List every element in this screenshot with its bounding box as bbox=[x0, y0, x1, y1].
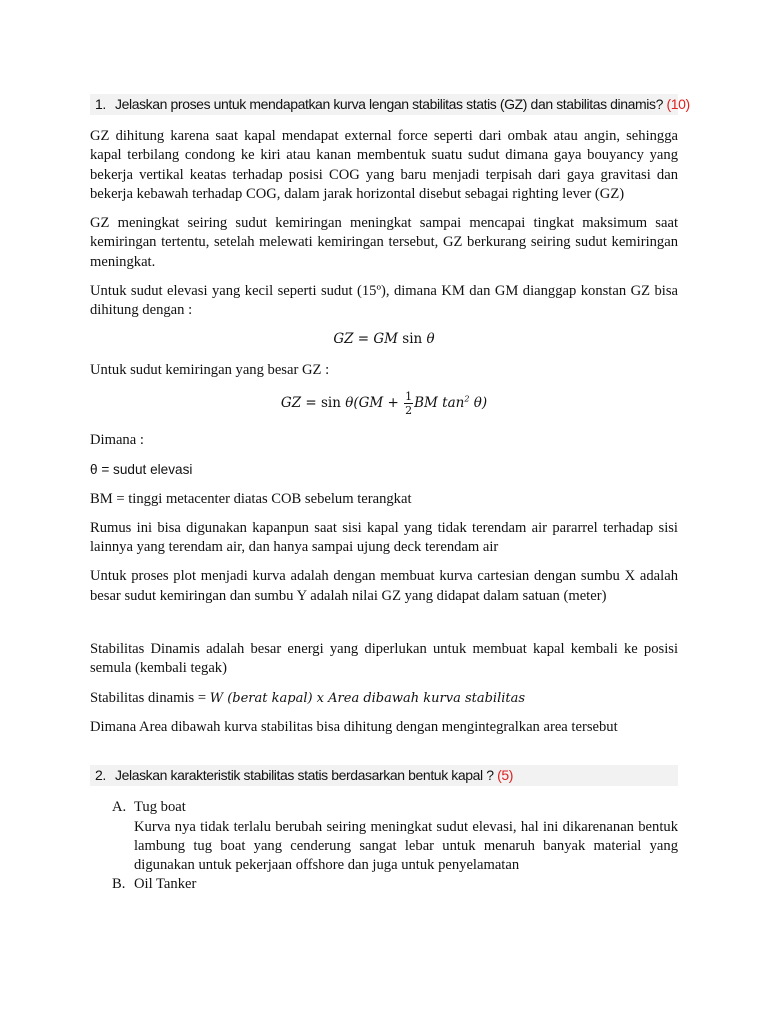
paragraph-dynamic-stability: Stabilitas Dinamis adalah besar energi yang diperlukan untuk membuat kapal kembali ke posisi semula (kembali tegak) bbox=[90, 641, 678, 677]
spacer bbox=[90, 616, 678, 640]
paragraph-gz-definition: GZ dihitung karena saat kapal mendapat external force seperti dari ombak atau angin, sehingga kapal terbilang condong ke kiri atau kanan membentuk suatu sudut dimana gaya bouyancy yang bekerja vertikal keatas terhadap posisi COG yang baru menjadi terpisah dari gaya gravitasi dan bekerja kebawah terhadap COG, dalam jarak horizontal disebut sebagai righting lever (GZ) bbox=[90, 128, 678, 202]
formula-large-angle: GZ = sin θ(GM + $\frac{1}{2}$ BM $\tan^2 \theta$) bbox=[280, 389, 488, 417]
paragraph-area-integral: Dimana Area dibawah kurva stabilitas bisa dihitung dengan mengintegralkan area tersebut bbox=[90, 718, 618, 735]
paragraph-dynamic-formula: Stabilitas dinamis = W (berat kapal) x Area dibawah kurva stabilitas bbox=[90, 689, 526, 706]
question-1-text: Jelaskan proses untuk mendapatkan kurva lengan stabilitas statis (GZ) dan stabilitas dinamis? bbox=[115, 96, 663, 112]
list-item-title: Tug boat bbox=[134, 799, 186, 816]
paragraph-dimana: Dimana : bbox=[90, 431, 144, 448]
spacer bbox=[90, 747, 678, 765]
paragraph-large-angle: Untuk sudut kemiringan yang besar GZ : bbox=[90, 361, 330, 378]
list-item-oil-tanker bbox=[90, 875, 678, 894]
paragraph-small-angle: Untuk sudut elevasi yang kecil seperti sudut (15º), dimana KM dan GM dianggap konstan GZ bisa dihitung dengan : bbox=[90, 283, 678, 319]
list-marker: A. bbox=[112, 799, 127, 816]
question-2-heading bbox=[90, 765, 678, 786]
question-1-number: 1. bbox=[95, 96, 106, 112]
paragraph-gz-increase: GZ meningkat seiring sudut kemiringan meningkat sampai mencapai tingkat maksimum saat kemiringan tertentu, setelah melewati kemiringan tersebut, GZ berkurang seiring sudut kemiringan meningkat. bbox=[90, 215, 678, 270]
question-1-heading bbox=[90, 94, 690, 115]
list-item-tug-boat bbox=[90, 798, 678, 875]
definition-bm: BM = tinggi metacenter diatas COB sebelum terangkat bbox=[90, 490, 412, 507]
question-1-points: (10) bbox=[666, 96, 690, 112]
list-item-title: Oil Tanker bbox=[134, 876, 197, 893]
question-2-text: Jelaskan karakteristik stabilitas statis berdasarkan bentuk kapal ? bbox=[115, 767, 494, 784]
question-2-number: 2. bbox=[95, 767, 106, 784]
question-2-points: (5) bbox=[497, 767, 514, 784]
list-item-text: Kurva nya tidak terlalu berubah seiring meningkat sudut elevasi, hal ini dikarenanan bentuk lambung tug boat yang cenderung sangat lebar untuk menaruh banyak material yang digunakan untuk pekerjaan offshore dan juga untuk penyelamatan bbox=[134, 818, 678, 874]
fraction-one-half: $\frac{1}{2}$ bbox=[405, 389, 413, 417]
formula-small-angle: GZ = GM sin θ bbox=[333, 330, 435, 347]
paragraph-formula-usage: Rumus ini bisa digunakan kapanpun saat sisi kapal yang tidak terendam air pararrel terhadap sisi lainnya yang terendam air, dan hanya sampai ujung deck terendam air bbox=[90, 519, 678, 556]
paragraph-plot-process: Untuk proses plot menjadi kurva adalah dengan membuat kurva cartesian dengan sumbu X adalah besar sudut kemiringan dan sumbu Y adalah nilai GZ yang didapat dalam satuan (meter) bbox=[90, 568, 678, 604]
ship-type-list bbox=[90, 798, 678, 894]
document-page bbox=[90, 94, 690, 895]
definition-theta: θ = sudut elevasi bbox=[90, 462, 193, 478]
dynamic-stability-formula: W (berat kapal) x Area dibawah kurva stabilitas bbox=[209, 690, 526, 706]
list-marker: B. bbox=[112, 876, 126, 893]
